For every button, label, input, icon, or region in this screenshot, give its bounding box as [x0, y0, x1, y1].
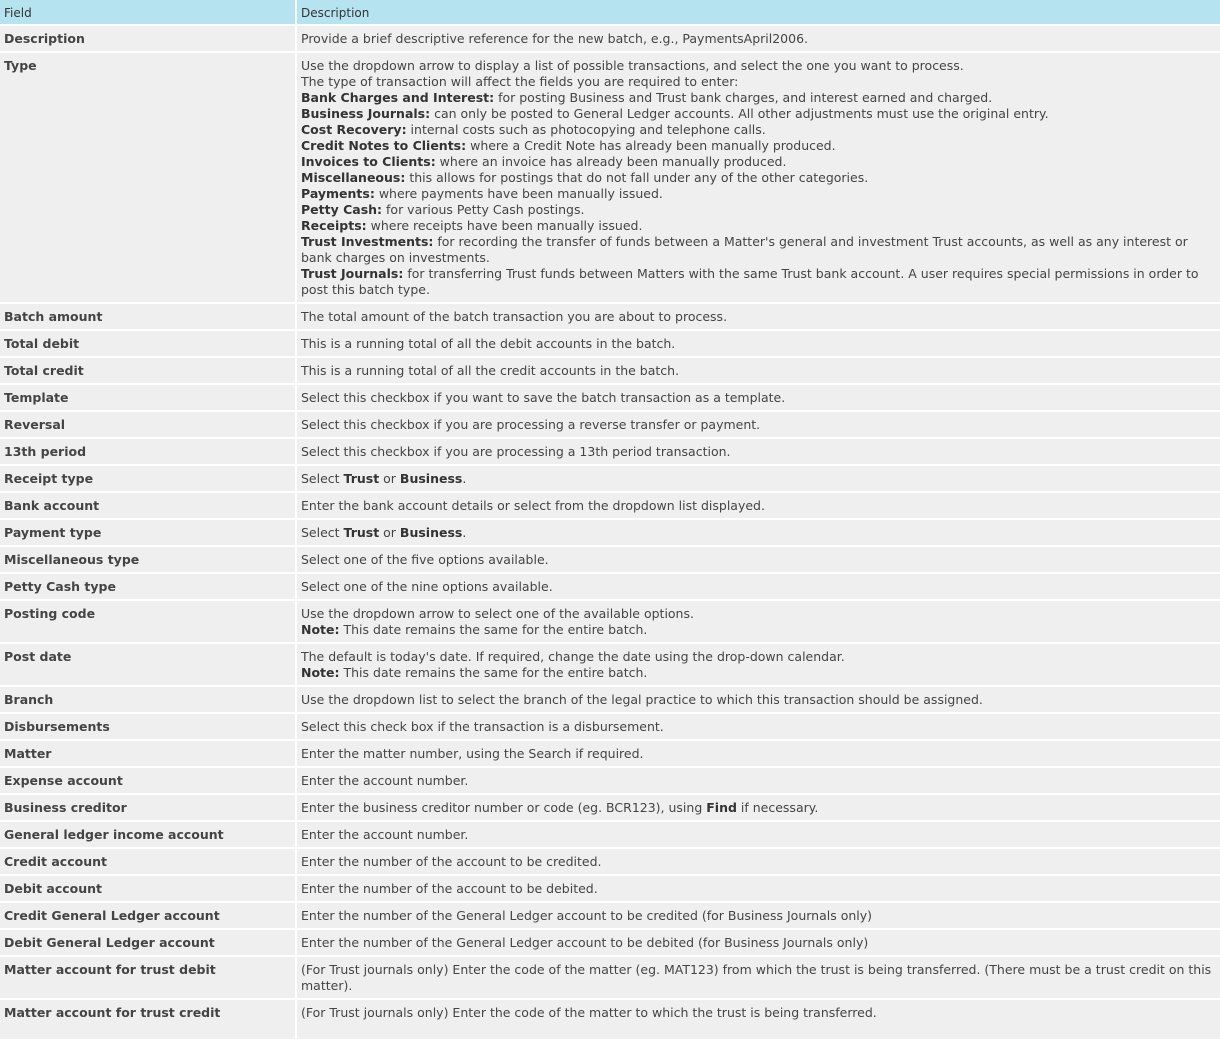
table-row — [0, 412, 1220, 437]
field-name-cell: Total debit — [0, 331, 295, 356]
description-line — [301, 800, 1218, 816]
table-body — [0, 26, 1220, 1039]
table-row — [0, 741, 1220, 766]
field-description-cell — [297, 601, 1220, 642]
description-term: Business — [399, 471, 463, 486]
description-text: Select one of the five options available. — [301, 552, 549, 567]
field-description-cell — [297, 741, 1220, 766]
table-row — [0, 957, 1220, 998]
field-name-cell: Bank account — [0, 493, 295, 518]
description-line — [301, 363, 1218, 379]
description-term: Credit Notes to Clients: — [301, 138, 467, 153]
field-name-cell: 13th period — [0, 439, 295, 464]
description-line — [301, 106, 1218, 122]
description-text: Enter the number of the account to be credited. — [301, 854, 602, 869]
description-text: Use the dropdown arrow to select one of the available options. — [301, 606, 694, 621]
description-line — [301, 444, 1218, 460]
description-term: Payments: — [301, 186, 375, 201]
description-text: Select one of the nine options available. — [301, 579, 553, 594]
description-line — [301, 719, 1218, 735]
description-line — [301, 90, 1218, 106]
description-text: for various Petty Cash postings. — [382, 202, 585, 217]
field-description-cell — [297, 822, 1220, 847]
description-term: Trust — [343, 525, 380, 540]
table-row — [0, 1000, 1220, 1039]
description-text: if necessary. — [736, 800, 819, 815]
description-line — [301, 552, 1218, 568]
field-description-cell — [297, 26, 1220, 51]
description-text: Enter the number of the account to be debited. — [301, 881, 598, 896]
description-text: where payments have been manually issued. — [374, 186, 663, 201]
description-text: Select — [301, 525, 344, 540]
table-row — [0, 385, 1220, 410]
description-text: The total amount of the batch transaction you are about to process. — [301, 309, 728, 324]
table-row — [0, 768, 1220, 793]
description-term: Cost Recovery: — [301, 122, 407, 137]
description-text: or — [379, 525, 400, 540]
description-line — [301, 31, 1218, 47]
description-text: Use the dropdown list to select the branch of the legal practice to which this transaction should be assigned. — [301, 692, 983, 707]
field-description-cell — [297, 876, 1220, 901]
table-row — [0, 822, 1220, 847]
table-row — [0, 331, 1220, 356]
description-line — [301, 962, 1218, 994]
field-description-cell — [297, 358, 1220, 383]
field-description-cell — [297, 714, 1220, 739]
table-row — [0, 574, 1220, 599]
description-line — [301, 525, 1218, 541]
field-name-cell: Type — [0, 53, 295, 302]
description-term: Receipts: — [301, 218, 367, 233]
table-row — [0, 520, 1220, 545]
description-text: This is a running total of all the credit accounts in the batch. — [301, 363, 680, 378]
description-line — [301, 854, 1218, 870]
table-row — [0, 795, 1220, 820]
field-name-cell: Debit account — [0, 876, 295, 901]
field-name-cell: Expense account — [0, 768, 295, 793]
description-line — [301, 417, 1218, 433]
field-description-cell — [297, 957, 1220, 998]
table-row — [0, 644, 1220, 685]
field-description-cell — [297, 687, 1220, 712]
field-description-cell — [297, 849, 1220, 874]
description-text: Enter the bank account details or select from the dropdown list displayed. — [301, 498, 765, 513]
description-line — [301, 692, 1218, 708]
description-line — [301, 266, 1218, 298]
field-description-cell — [297, 385, 1220, 410]
description-text: The type of transaction will affect the fields you are required to enter: — [301, 74, 739, 89]
description-line — [301, 827, 1218, 843]
description-line — [301, 74, 1218, 90]
table-row — [0, 849, 1220, 874]
description-text: . — [462, 471, 467, 486]
field-description-cell — [297, 574, 1220, 599]
description-text: can only be posted to General Ledger accounts. All other adjustments must use the original entry. — [430, 106, 1049, 121]
description-text: Select this checkbox if you are processing a 13th period transaction. — [301, 444, 731, 459]
field-description-cell — [297, 53, 1220, 302]
field-name-cell: General ledger income account — [0, 822, 295, 847]
description-text: Select — [301, 471, 344, 486]
field-name-cell: Credit account — [0, 849, 295, 874]
field-description-cell — [297, 493, 1220, 518]
description-line — [301, 908, 1218, 924]
description-line — [301, 122, 1218, 138]
description-text: where a Credit Note has already been manually produced. — [466, 138, 836, 153]
description-line — [301, 234, 1218, 266]
description-line — [301, 498, 1218, 514]
description-line — [301, 606, 1218, 622]
field-description-cell — [297, 768, 1220, 793]
description-text: This date remains the same for the entire batch. — [339, 622, 648, 637]
column-header-field: Field — [0, 0, 295, 24]
table-row — [0, 53, 1220, 302]
table-row — [0, 876, 1220, 901]
table-row — [0, 466, 1220, 491]
description-line — [301, 622, 1218, 638]
description-line — [301, 218, 1218, 234]
field-name-cell: Matter — [0, 741, 295, 766]
field-description-cell — [297, 644, 1220, 685]
table-row — [0, 903, 1220, 928]
description-line — [301, 1005, 1218, 1021]
field-description-cell — [297, 412, 1220, 437]
table-row — [0, 687, 1220, 712]
description-line — [301, 881, 1218, 897]
description-line — [301, 336, 1218, 352]
table-row — [0, 439, 1220, 464]
table-row — [0, 26, 1220, 51]
field-name-cell: Matter account for trust credit — [0, 1000, 295, 1039]
description-term: Petty Cash: — [301, 202, 383, 217]
description-text: Enter the number of the General Ledger account to be debited (for Business Journals only) — [301, 935, 869, 950]
description-term: Trust Investments: — [301, 234, 434, 249]
field-name-cell: Credit General Ledger account — [0, 903, 295, 928]
description-text: This date remains the same for the entire batch. — [339, 665, 648, 680]
field-description-cell — [297, 466, 1220, 491]
field-name-cell: Posting code — [0, 601, 295, 642]
description-term: Invoices to Clients: — [301, 154, 436, 169]
description-text: Enter the business creditor number or code (eg. BCR123), using — [301, 800, 707, 815]
table-row — [0, 493, 1220, 518]
field-description-cell — [297, 903, 1220, 928]
description-term: Trust Journals: — [301, 266, 404, 281]
description-text: where an invoice has already been manually produced. — [435, 154, 787, 169]
table-row — [0, 601, 1220, 642]
field-description-cell — [297, 930, 1220, 955]
table-row — [0, 304, 1220, 329]
table-header-row — [0, 0, 1220, 24]
column-header-description: Description — [297, 0, 1220, 24]
field-name-cell: Matter account for trust debit — [0, 957, 295, 998]
description-text: or — [379, 471, 400, 486]
field-name-cell: Description — [0, 26, 295, 51]
description-text: for posting Business and Trust bank charges, and interest earned and charged. — [494, 90, 993, 105]
field-description-cell — [297, 304, 1220, 329]
field-description-cell — [297, 795, 1220, 820]
field-name-cell: Reversal — [0, 412, 295, 437]
description-line — [301, 186, 1218, 202]
description-text: (For Trust journals only) Enter the code of the matter to which the trust is being transferred. — [301, 1005, 877, 1020]
table-row — [0, 930, 1220, 955]
description-line — [301, 202, 1218, 218]
description-line — [301, 390, 1218, 406]
description-text: Enter the account number. — [301, 827, 469, 842]
description-text: Select this check box if the transaction is a disbursement. — [301, 719, 664, 734]
description-line — [301, 579, 1218, 595]
description-text: for recording the transfer of funds between a Matter's general and investment Trust accounts, as well as any interest or bank charges on investments. — [301, 234, 1188, 265]
description-line — [301, 154, 1218, 170]
description-line — [301, 309, 1218, 325]
description-line — [301, 649, 1218, 665]
description-line — [301, 471, 1218, 487]
description-text: internal costs such as photocopying and telephone calls. — [406, 122, 766, 137]
field-description-cell — [297, 520, 1220, 545]
field-description-cell — [297, 547, 1220, 572]
description-text: for transferring Trust funds between Matters with the same Trust bank account. A user requires special permissions in order to post this batch type. — [301, 266, 1199, 297]
description-term: Find — [706, 800, 737, 815]
table-row — [0, 547, 1220, 572]
description-term: Business Journals: — [301, 106, 431, 121]
description-term: Bank Charges and Interest: — [301, 90, 495, 105]
description-text: Enter the matter number, using the Search if required. — [301, 746, 644, 761]
description-text: This is a running total of all the debit accounts in the batch. — [301, 336, 676, 351]
description-line — [301, 58, 1218, 74]
description-term: Note: — [301, 622, 340, 637]
description-term: Miscellaneous: — [301, 170, 406, 185]
description-text: where receipts have been manually issued. — [366, 218, 643, 233]
description-text: Provide a brief descriptive reference for the new batch, e.g., PaymentsApril2006. — [301, 31, 809, 46]
description-term: Trust — [343, 471, 380, 486]
field-description-cell — [297, 439, 1220, 464]
field-name-cell: Petty Cash type — [0, 574, 295, 599]
field-name-cell: Miscellaneous type — [0, 547, 295, 572]
description-line — [301, 665, 1218, 681]
field-name-cell: Disbursements — [0, 714, 295, 739]
field-name-cell: Receipt type — [0, 466, 295, 491]
description-text: this allows for postings that do not fall under any of the other categories. — [405, 170, 869, 185]
description-text: Enter the number of the General Ledger account to be credited (for Business Journals only) — [301, 908, 873, 923]
description-text: (For Trust journals only) Enter the code of the matter (eg. MAT123) from which the trust is being transferred. (There must be a trust credit on this matter). — [301, 962, 1212, 993]
description-line — [301, 746, 1218, 762]
field-name-cell: Batch amount — [0, 304, 295, 329]
description-text: Select this checkbox if you are processing a reverse transfer or payment. — [301, 417, 761, 432]
description-term: Note: — [301, 665, 340, 680]
description-text: Use the dropdown arrow to display a list of possible transactions, and select the one you want to process. — [301, 58, 964, 73]
field-name-cell: Payment type — [0, 520, 295, 545]
field-name-cell: Total credit — [0, 358, 295, 383]
description-text: Enter the account number. — [301, 773, 469, 788]
description-term: Business — [399, 525, 463, 540]
description-text: Select this checkbox if you want to save the batch transaction as a template. — [301, 390, 786, 405]
description-line — [301, 138, 1218, 154]
description-text: . — [462, 525, 467, 540]
field-name-cell: Debit General Ledger account — [0, 930, 295, 955]
field-description-cell — [297, 1000, 1220, 1039]
description-line — [301, 935, 1218, 951]
field-name-cell: Business creditor — [0, 795, 295, 820]
field-name-cell: Post date — [0, 644, 295, 685]
description-line — [301, 170, 1218, 186]
field-description-cell — [297, 331, 1220, 356]
field-name-cell: Template — [0, 385, 295, 410]
table-row — [0, 714, 1220, 739]
description-text: The default is today's date. If required, change the date using the drop-down calendar. — [301, 649, 845, 664]
table-row — [0, 358, 1220, 383]
field-name-cell: Branch — [0, 687, 295, 712]
description-line — [301, 773, 1218, 789]
